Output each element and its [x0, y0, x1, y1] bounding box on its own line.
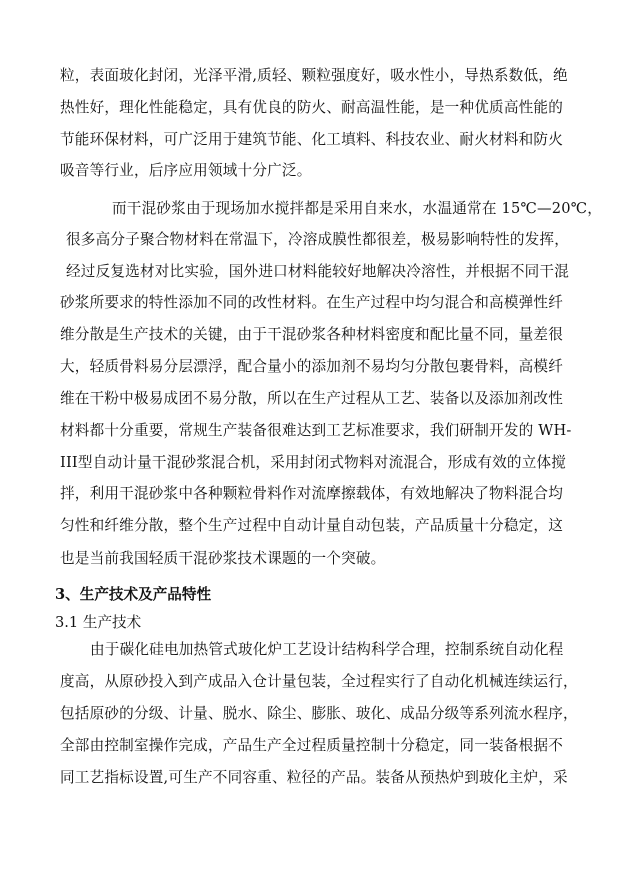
paragraph2-line: 也是当前我国轻质干混砂浆技术课题的一个突破。 [60, 550, 386, 567]
paragraph2-line: 维分散是生产技术的关键，由于干混砂浆各种材料密度和配比量不同，量差很 [60, 326, 563, 343]
paragraph2-line: 拌，利用干混砂浆中各种颗粒骨料作对流摩擦载体，有效地解决了物料混合均 [60, 485, 563, 502]
paragraph3-line: 由于碳化硅电加热管式玻化炉工艺设计结构科学合理，控制系统自动化程 [90, 641, 564, 658]
paragraph1-line: 节能环保材料，可广泛用于建筑节能、化工填料、科技农业、耐火材料和防火 [60, 131, 563, 148]
paragraph3-line: 度高，从原砂投入到产成品入仓计量包装，全过程实行了自动化机械连续运行， [60, 673, 578, 690]
paragraph2-line: 经过反复选材对比实验，国外进口材料能较好地解决冷溶性，并根据不同干混 [66, 263, 569, 280]
paragraph1-line: 热性好，理化性能稳定，具有优良的防火、耐高温性能，是一种优质高性能的 [60, 99, 563, 116]
paragraph2-line: 砂浆所要求的特性添加不同的改性材料。在生产过程中均匀混合和高模弹性纤 [60, 294, 563, 311]
paragraph2-line: 大，轻质骨料易分层漂浮，配合量小的添加剂不易均匀分散包裹骨料，高模纤 [60, 358, 563, 375]
paragraph3-line: 同工艺指标设置,可生产不同容重、粒径的产品。装备从预热炉到玻化主炉，采 [60, 769, 568, 786]
subsection-heading: 3.1 生产技术 [55, 614, 142, 631]
paragraph3-line: 全部由控制室操作完成，产品生产全过程质量控制十分稳定，同一装备根据不 [60, 737, 563, 754]
paragraph2-line: 材料都十分重要，常规生产装备很难达到工艺标准要求，我们研制开发的 WH- [60, 422, 572, 439]
paragraph3-line: 包括原砂的分级、计量、脱水、除尘、膨胀、玻化、成品分级等系列流水程序， [60, 705, 578, 722]
paragraph1-line: 粒，表面玻化封闭，光泽平滑,质轻、颗粒强度好，吸水性小，导热系数低，绝 [60, 67, 568, 84]
paragraph2-line: 而干混砂浆由于现场加水搅拌都是采用自来水，水温通常在 15℃—20℃， [112, 200, 603, 217]
paragraph2-line: III型自动计量干混砂浆混合机，采用封闭式物料对流混合，形成有效的立体搅 [60, 454, 567, 471]
paragraph2-line: 匀性和纤维分散，整个生产过程中自动计量自动包装，产品质量十分稳定，这 [60, 517, 563, 534]
paragraph1-line: 吸音等行业，后序应用领域十分广泛。 [60, 162, 312, 179]
paragraph2-line: 很多高分子聚合物材料在常温下，冷溶成膜性都很差，极易影响特性的发挥， [66, 231, 569, 248]
section-heading: 3、生产技术及产品特性 [55, 586, 212, 603]
paragraph2-line: 维在干粉中极易成团不易分散，所以在生产过程从工艺、装备以及添加剂改性 [60, 390, 563, 407]
